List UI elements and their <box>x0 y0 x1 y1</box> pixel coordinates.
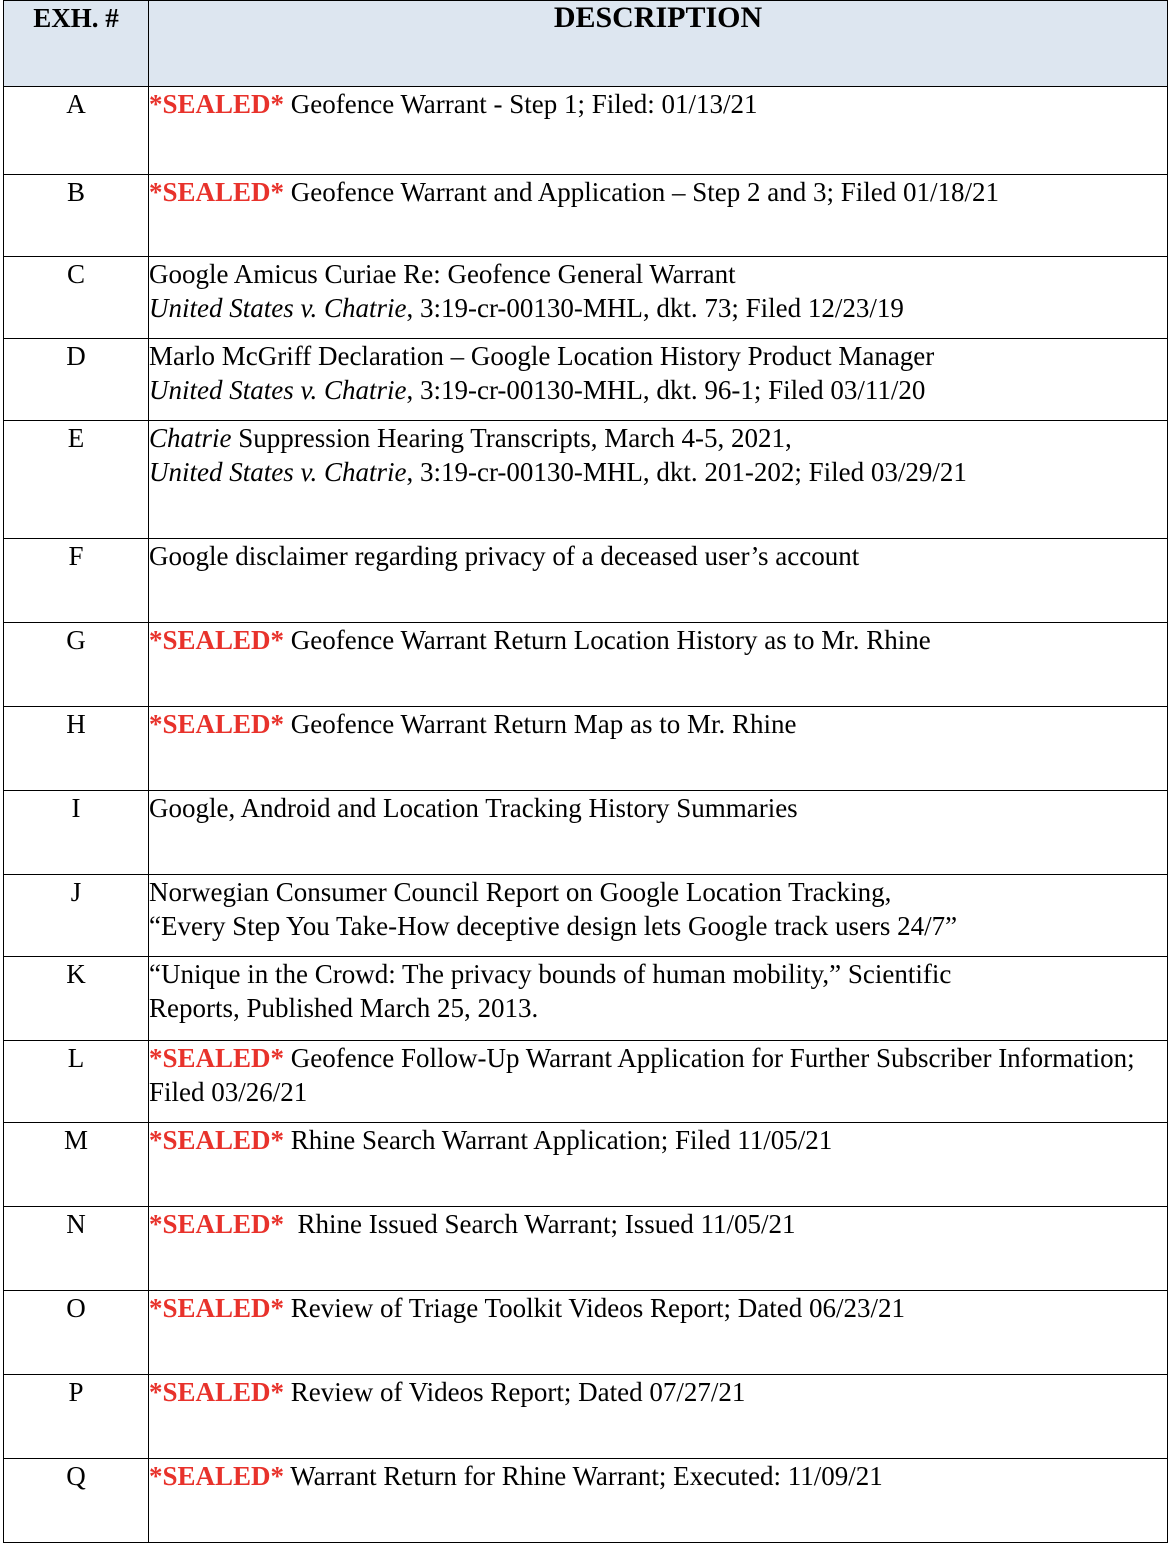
description-text: Google disclaimer regarding privacy of a deceased user’s account <box>149 539 1168 623</box>
sealed-tag: *SEALED* <box>149 1209 285 1239</box>
exhibit-description <box>149 421 1168 539</box>
table-row <box>4 957 1168 1041</box>
exhibit-description <box>149 1207 1168 1291</box>
description-text: Geofence Warrant Return Location History as to Mr. Rhine <box>284 625 931 655</box>
table-row <box>4 623 1168 707</box>
sealed-tag: *SEALED* <box>149 1461 285 1491</box>
sealed-tag: *SEALED* <box>149 177 285 207</box>
exhibit-letter: O <box>4 1291 149 1375</box>
sealed-tag: *SEALED* <box>149 1125 285 1155</box>
description-text: Geofence Warrant - Step 1; Filed: 01/13/21 <box>284 89 758 119</box>
exhibit-description <box>149 175 1168 257</box>
exhibit-letter: L <box>4 1041 149 1123</box>
exhibit-table <box>3 0 1168 1543</box>
sealed-tag: *SEALED* <box>149 1293 285 1323</box>
table-row <box>4 707 1168 791</box>
table-row <box>4 87 1168 175</box>
exhibit-letter: A <box>4 87 149 175</box>
table-row <box>4 175 1168 257</box>
sealed-tag: *SEALED* <box>149 709 285 739</box>
table-row <box>4 791 1168 875</box>
table-row <box>4 421 1168 539</box>
description-line-2: , 3:19-cr-00130-MHL, dkt. 73; Filed 12/23/19 <box>406 293 904 323</box>
description-text: Google, Android and Location Tracking History Summaries <box>149 791 1168 875</box>
exhibit-letter: C <box>4 257 149 339</box>
exhibit-letter: D <box>4 339 149 421</box>
description-line-2: Reports, Published March 25, 2013. <box>149 993 539 1023</box>
exhibit-letter: B <box>4 175 149 257</box>
exhibit-letter: H <box>4 707 149 791</box>
exhibit-letter: N <box>4 1207 149 1291</box>
exhibit-letter: P <box>4 1375 149 1459</box>
exhibit-letter: J <box>4 875 149 957</box>
description-line-1: Suppression Hearing Transcripts, March 4-5, 2021, <box>231 423 792 453</box>
sealed-tag: *SEALED* <box>149 89 285 119</box>
table-row <box>4 875 1168 957</box>
exhibit-letter: Q <box>4 1459 149 1543</box>
exhibit-description <box>149 87 1168 175</box>
exh-column-header: EXH. # <box>4 1 149 87</box>
description-text: Review of Videos Report; Dated 07/27/21 <box>284 1377 746 1407</box>
exhibit-letter: K <box>4 957 149 1041</box>
sealed-tag: *SEALED* <box>149 1043 285 1073</box>
description-line-1: Google Amicus Curiae Re: Geofence General Warrant <box>149 259 736 289</box>
case-name: United States v. Chatrie <box>149 375 407 405</box>
exhibit-letter: I <box>4 791 149 875</box>
description-line-1: Norwegian Consumer Council Report on Google Location Tracking, <box>149 877 892 907</box>
case-name: United States v. Chatrie <box>149 457 407 487</box>
table-row <box>4 1041 1168 1123</box>
exhibit-description <box>149 623 1168 707</box>
sealed-tag: *SEALED* <box>149 1377 285 1407</box>
exhibit-description <box>149 707 1168 791</box>
description-text: Warrant Return for Rhine Warrant; Executed: 11/09/21 <box>284 1461 883 1491</box>
exhibit-description <box>149 1041 1168 1123</box>
exhibit-description <box>149 1459 1168 1543</box>
description-text: Geofence Warrant Return Map as to Mr. Rhine <box>284 709 797 739</box>
exhibit-description <box>149 339 1168 421</box>
exhibit-description <box>149 1123 1168 1207</box>
description-text: Geofence Warrant and Application – Step 2 and 3; Filed 01/18/21 <box>284 177 999 207</box>
description-column-header: DESCRIPTION <box>149 1 1168 87</box>
exhibit-description <box>149 1375 1168 1459</box>
exhibit-description <box>149 875 1168 957</box>
description-line-2: , 3:19-cr-00130-MHL, dkt. 96-1; Filed 03/11/20 <box>406 375 926 405</box>
case-name: United States v. Chatrie <box>149 293 407 323</box>
description-line-1: “Unique in the Crowd: The privacy bounds of human mobility,” Scientific <box>149 959 952 989</box>
table-row <box>4 339 1168 421</box>
table-row <box>4 1459 1168 1543</box>
exhibit-letter: E <box>4 421 149 539</box>
description-text: Rhine Issued Search Warrant; Issued 11/05/21 <box>284 1209 796 1239</box>
table-row <box>4 1291 1168 1375</box>
table-row <box>4 257 1168 339</box>
table-row <box>4 1375 1168 1459</box>
description-text: Review of Triage Toolkit Videos Report; Dated 06/23/21 <box>284 1293 905 1323</box>
table-row <box>4 539 1168 623</box>
table-row <box>4 1123 1168 1207</box>
description-text: Geofence Follow-Up Warrant Application for Further Subscriber Information; Filed 03/26/21 <box>149 1043 1135 1107</box>
header-row <box>4 1 1168 87</box>
exhibit-description <box>149 1291 1168 1375</box>
exhibit-letter: M <box>4 1123 149 1207</box>
table-row <box>4 1207 1168 1291</box>
description-text: Rhine Search Warrant Application; Filed 11/05/21 <box>284 1125 833 1155</box>
exhibit-description <box>149 957 1168 1041</box>
exhibit-description <box>149 257 1168 339</box>
sealed-tag: *SEALED* <box>149 625 285 655</box>
description-line-2: , 3:19-cr-00130-MHL, dkt. 201-202; Filed 03/29/21 <box>406 457 967 487</box>
description-line-1: Marlo McGriff Declaration – Google Location History Product Manager <box>149 341 935 371</box>
exhibit-letter: F <box>4 539 149 623</box>
exhibit-letter: G <box>4 623 149 707</box>
description-line-2: “Every Step You Take-How deceptive design lets Google track users 24/7” <box>149 911 958 941</box>
case-short-name: Chatrie <box>149 423 232 453</box>
